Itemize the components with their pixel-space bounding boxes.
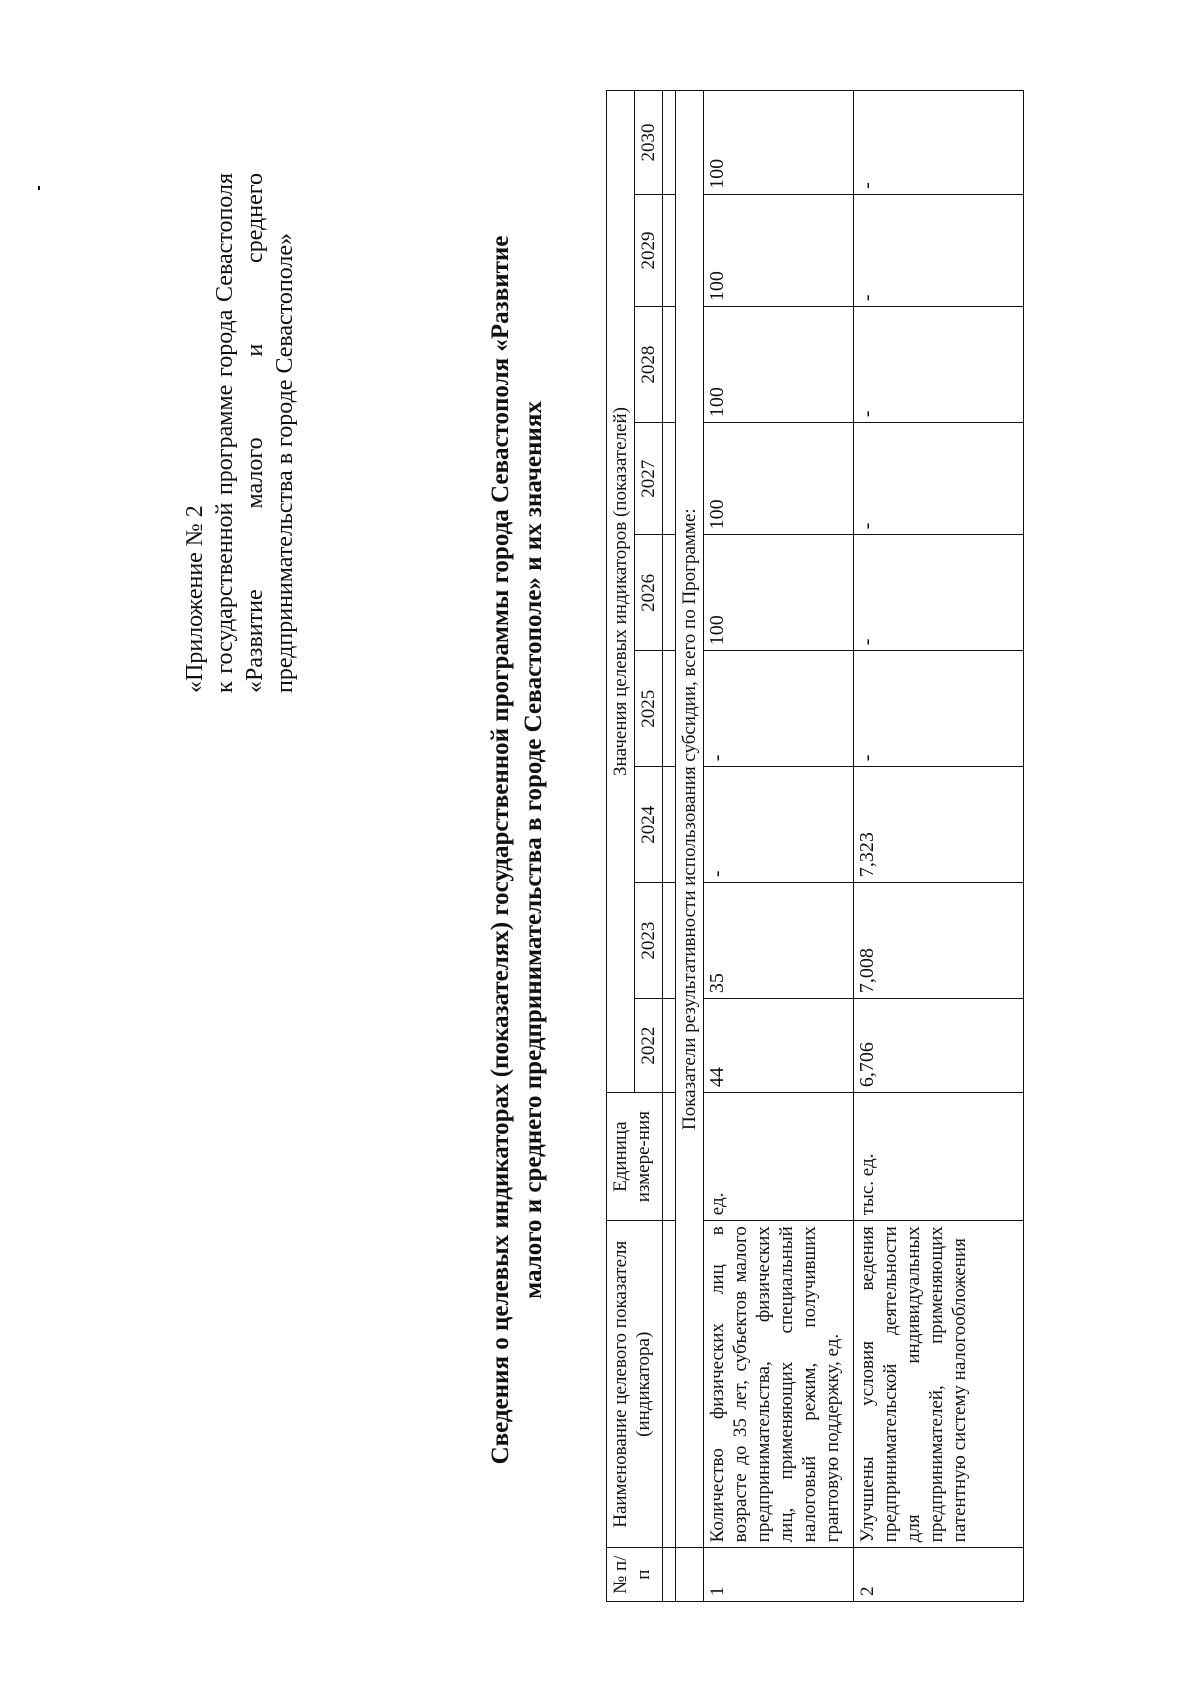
- table-row: [854, 91, 1024, 1602]
- header-unit: Единица измере-ния: [607, 1093, 663, 1221]
- header-name: Наименование целевого показателя (индикатора): [607, 1221, 663, 1548]
- row-value: -: [854, 535, 1024, 651]
- section-title: Показатели результативности использования субсидии, всего по Программе:: [676, 91, 704, 1548]
- row-value: -: [854, 651, 1024, 767]
- header-year: 2029: [635, 194, 663, 306]
- row-value: 7,323: [854, 767, 1024, 883]
- header-year: 2028: [635, 307, 663, 423]
- row-num: 2: [854, 1548, 1024, 1602]
- scan-mark: [38, 186, 40, 190]
- spacer-row: [663, 91, 676, 1602]
- header-year: 2027: [635, 423, 663, 535]
- row-value: 100: [704, 307, 854, 423]
- row-value: 6,706: [854, 999, 1024, 1093]
- row-value: 100: [704, 535, 854, 651]
- header-num: № п/п: [607, 1548, 663, 1602]
- row-name: Количество физических лиц в возрасте до 35 лет, субъектов малого предпринимательства, физических лиц, применяющих специальный налоговый режим, получивших грантовую поддержку, ед.: [704, 1221, 854, 1548]
- row-value: -: [854, 307, 1024, 423]
- section-row: [676, 91, 704, 1602]
- header-year: 2022: [635, 999, 663, 1093]
- appendix-header: [180, 173, 300, 693]
- document-title: Сведения о целевых индикаторах (показателях) государственной программы города Севастополя «Развитие малого и среднего предпринимательства в городе Севастополе» и их значениях: [487, 235, 547, 1465]
- indicators-table: [606, 90, 1024, 1602]
- row-unit: тыс. ед.: [854, 1093, 1024, 1221]
- appendix-label: «Приложение № 2: [182, 505, 208, 693]
- table-row: [704, 91, 854, 1602]
- header-year: 2030: [635, 91, 663, 195]
- header-year: 2024: [635, 767, 663, 883]
- header-year: 2026: [635, 535, 663, 651]
- row-value: 100: [704, 423, 854, 535]
- header-values: Значения целевых индикаторов (показателей): [607, 91, 635, 1093]
- row-unit: ед.: [704, 1093, 854, 1221]
- row-value: -: [704, 767, 854, 883]
- header-year: 2025: [635, 651, 663, 767]
- row-value: 35: [704, 883, 854, 999]
- appendix-text: к государственной программе города Севастополя «Развитие малого и среднего предпринимательства в городе Севастополе»: [212, 173, 298, 693]
- table-header-row: [607, 91, 635, 1602]
- row-value: 7,008: [854, 883, 1024, 999]
- row-num: 1: [704, 1548, 854, 1602]
- row-value: 100: [704, 194, 854, 306]
- row-value: -: [854, 194, 1024, 306]
- row-value: 44: [704, 999, 854, 1093]
- row-name: Улучшены условия ведения предпринимательской деятельности для индивидуальных предпринимателей, применяющих патентную систему налогообложения: [854, 1221, 1024, 1548]
- row-value: -: [704, 651, 854, 767]
- header-year: 2023: [635, 883, 663, 999]
- row-value: -: [854, 423, 1024, 535]
- row-value: -: [854, 91, 1024, 195]
- row-value: 100: [704, 91, 854, 195]
